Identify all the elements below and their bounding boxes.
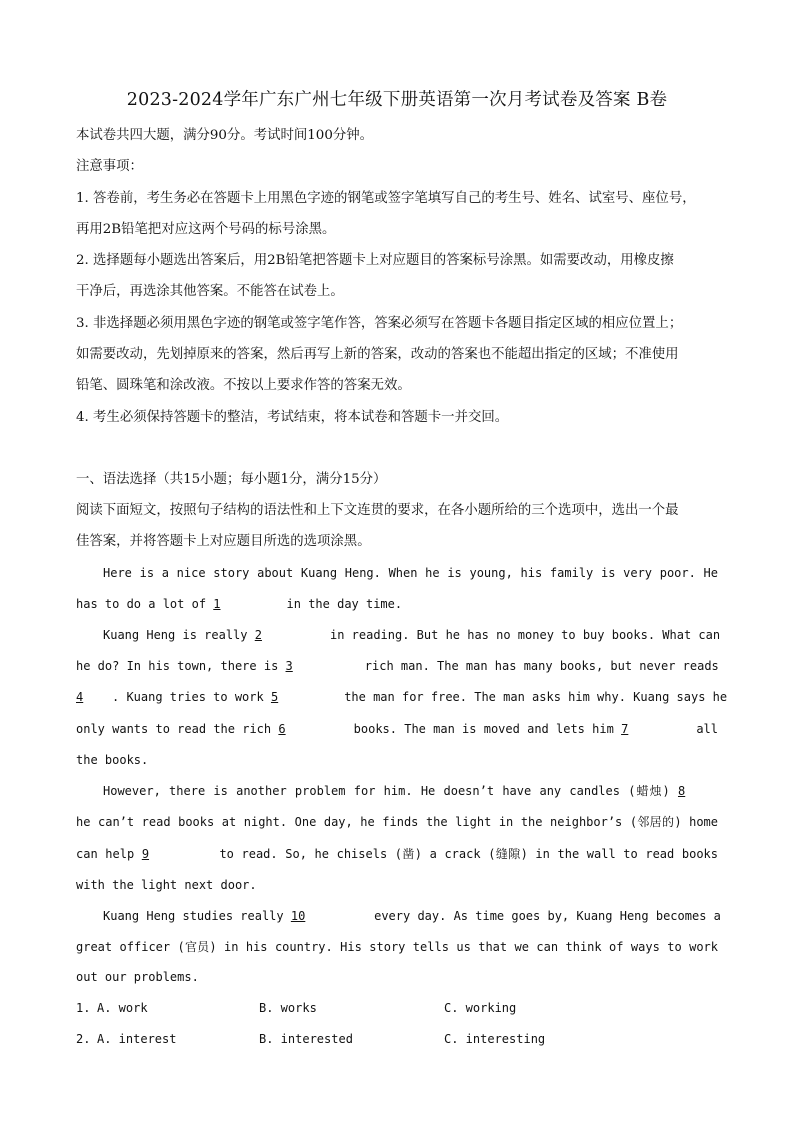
- question-number: 1.: [76, 1001, 91, 1015]
- section-instructions-cont: 佳答案，并将答题卡上对应题目所选的选项涂黑。: [76, 534, 371, 549]
- option-c[interactable]: C. working: [444, 1001, 517, 1015]
- passage-line: can help 9 to read. So, he chisels (凿) a crack (缝隙) in the wall to read books: [76, 847, 718, 861]
- blank-10: 10: [290, 909, 306, 923]
- passage-line: out our problems.: [76, 970, 199, 984]
- passage-line: Kuang Heng is really 2 in reading. But he has no money to buy books. What can: [103, 628, 721, 642]
- option-b[interactable]: B. interested: [259, 1032, 353, 1046]
- blank-8: 8: [677, 784, 686, 798]
- passage-line: Here is a nice story about Kuang Heng. When he is young, his family is very poor. He: [103, 566, 718, 580]
- notice-heading: 注意事项：: [76, 159, 143, 174]
- option-c[interactable]: C. interesting: [444, 1032, 546, 1046]
- notice-1: 1. 答卷前，考生务必在答题卡上用黑色字迹的钢笔或签字笔填写自己的考生号、姓名、试室号、座位号，: [76, 191, 696, 206]
- intro-text: 本试卷共四大题，满分90分。考试时间100分钟。: [76, 128, 374, 143]
- passage-line: with the light next door.: [76, 878, 257, 892]
- blank-2: 2: [254, 628, 262, 642]
- section-heading: 一、语法选择（共15小题；每小题1分，满分15分）: [76, 472, 387, 487]
- passage-line: he do? In his town, there is 3 rich man. The man has many books, but never reads: [76, 659, 719, 673]
- notice-3-cont2: 铅笔、圆珠笔和涂改液。不按以上要求作答的答案无效。: [76, 378, 411, 393]
- notice-3: 3. 非选择题必须用黑色字迹的钢笔或签字笔作答，答案必须写在答题卡各题目指定区域的相应位置上；: [76, 316, 683, 331]
- blank-7: 7: [621, 722, 629, 736]
- passage-line: Kuang Heng studies really 10 every day. As time goes by, Kuang Heng becomes a: [103, 909, 721, 923]
- question-number: 2.: [76, 1032, 91, 1046]
- passage-line: has to do a lot of 1 in the day time.: [76, 597, 403, 611]
- option-a[interactable]: A. interest: [97, 1032, 177, 1046]
- passage-line: 4 . Kuang tries to work 5 the man for free. The man asks him why. Kuang says he: [76, 690, 728, 704]
- blank-5: 5: [270, 690, 279, 704]
- page-title: 2023-2024学年广东广州七年级下册英语第一次月考试卷及答案 B卷: [126, 90, 668, 110]
- option-b[interactable]: B. works: [259, 1001, 317, 1015]
- blank-6: 6: [278, 722, 286, 736]
- notice-3-cont: 如需要改动，先划掉原来的答案，然后再写上新的答案，改动的答案也不能超出指定的区域；不准使用: [76, 347, 679, 362]
- option-a[interactable]: A. work: [97, 1001, 148, 1015]
- blank-3: 3: [285, 659, 293, 673]
- passage-line: he can’t read books at night. One day, he finds the light in the neighbor’s (邻居的) home: [76, 815, 718, 829]
- notice-2: 2. 选择题每小题选出答案后，用2B铅笔把答题卡上对应题目的答案标号涂黑。如需要改动，用橡皮擦: [76, 253, 674, 268]
- blank-9: 9: [141, 847, 150, 861]
- section-instructions: 阅读下面短文，按照句子结构的语法性和上下文连贯的要求，在各小题所给的三个选项中，选出一个最: [76, 503, 679, 518]
- passage-line: only wants to read the rich 6 books. The man is moved and lets him 7 all: [76, 722, 719, 736]
- blank-4: 4: [76, 690, 84, 704]
- passage-line: However, there is another problem for him. He doesn’t have any candles (蜡烛) 8: [103, 782, 718, 799]
- notice-1-cont: 再用2B铅笔把对应这两个号码的标号涂黑。: [76, 222, 336, 237]
- notice-2-cont: 干净后，再选涂其他答案。不能答在试卷上。: [76, 284, 344, 299]
- notice-4: 4. 考生必须保持答题卡的整洁，考试结束，将本试卷和答题卡一并交回。: [76, 410, 509, 425]
- blank-1: 1: [213, 597, 221, 611]
- passage-line: the books.: [76, 753, 149, 767]
- passage-line: great officer (官员) in his country. His story tells us that we can think of ways to work: [76, 940, 718, 954]
